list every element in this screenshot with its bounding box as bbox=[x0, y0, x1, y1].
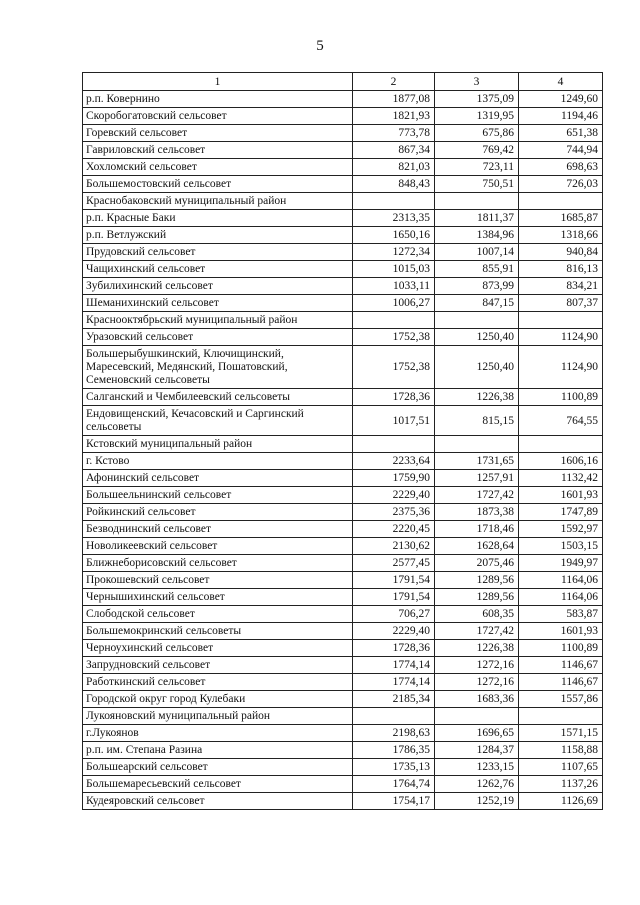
table-row bbox=[83, 538, 603, 555]
table-row bbox=[83, 589, 603, 606]
table-row bbox=[83, 261, 603, 278]
cell-value-3: 1628,64 bbox=[435, 538, 519, 555]
cell-name: Слободской сельсовет bbox=[83, 606, 353, 623]
cell-value-2: 1786,35 bbox=[353, 742, 435, 759]
cell-name: Прокошевский сельсовет bbox=[83, 572, 353, 589]
cell-value-2: 1754,17 bbox=[353, 793, 435, 810]
cell-value-2: 1791,54 bbox=[353, 572, 435, 589]
cell-value-3: 1226,38 bbox=[435, 640, 519, 657]
cell-value-4: 834,21 bbox=[519, 278, 603, 295]
cell-value-4: 1124,90 bbox=[519, 329, 603, 346]
cell-value-4: 1164,06 bbox=[519, 589, 603, 606]
table-row bbox=[83, 657, 603, 674]
column-header: 1 bbox=[83, 73, 353, 91]
cell-value-3: 847,15 bbox=[435, 295, 519, 312]
cell-value-3: 815,15 bbox=[435, 406, 519, 436]
cell-name: Городской округ город Кулебаки bbox=[83, 691, 353, 708]
table-row bbox=[83, 708, 603, 725]
cell-value-4: 1949,97 bbox=[519, 555, 603, 572]
cell-value-4: 1601,93 bbox=[519, 623, 603, 640]
cell-value-2: 821,03 bbox=[353, 159, 435, 176]
cell-value-4: 1685,87 bbox=[519, 210, 603, 227]
cell-value-2 bbox=[353, 708, 435, 725]
cell-value-4: 1592,97 bbox=[519, 521, 603, 538]
cell-value-2: 1752,38 bbox=[353, 346, 435, 389]
cell-value-3: 1250,40 bbox=[435, 329, 519, 346]
cell-name: Прудовский сельсовет bbox=[83, 244, 353, 261]
table-row bbox=[83, 674, 603, 691]
cell-name: Безводнинский сельсовет bbox=[83, 521, 353, 538]
cell-value-2: 2233,64 bbox=[353, 453, 435, 470]
cell-value-4 bbox=[519, 436, 603, 453]
cell-value-2: 2220,45 bbox=[353, 521, 435, 538]
cell-name: Краснооктябрьский муниципальный район bbox=[83, 312, 353, 329]
table-row bbox=[83, 389, 603, 406]
cell-value-2: 1791,54 bbox=[353, 589, 435, 606]
cell-value-3: 1375,09 bbox=[435, 91, 519, 108]
table-row bbox=[83, 176, 603, 193]
table-row bbox=[83, 691, 603, 708]
cell-name: Ближнеборисовский сельсовет bbox=[83, 555, 353, 572]
cell-name: Хохломский сельсовет bbox=[83, 159, 353, 176]
cell-value-2: 1033,11 bbox=[353, 278, 435, 295]
cell-value-3: 2075,46 bbox=[435, 555, 519, 572]
cell-value-2: 867,34 bbox=[353, 142, 435, 159]
cell-name: Салганский и Чембилеевский сельсоветы bbox=[83, 389, 353, 406]
cell-value-2: 1272,34 bbox=[353, 244, 435, 261]
cell-value-4: 1100,89 bbox=[519, 640, 603, 657]
cell-name: Лукояновский муниципальный район bbox=[83, 708, 353, 725]
cell-value-3: 1727,42 bbox=[435, 487, 519, 504]
cell-value-3: 675,86 bbox=[435, 125, 519, 142]
cell-value-2: 2185,34 bbox=[353, 691, 435, 708]
table-row bbox=[83, 470, 603, 487]
table-body bbox=[83, 91, 603, 810]
table-row bbox=[83, 329, 603, 346]
cell-name: Уразовский сельсовет bbox=[83, 329, 353, 346]
table-row bbox=[83, 244, 603, 261]
table-row bbox=[83, 193, 603, 210]
cell-value-2: 1650,16 bbox=[353, 227, 435, 244]
table-row bbox=[83, 227, 603, 244]
table-row bbox=[83, 521, 603, 538]
cell-value-4: 1124,90 bbox=[519, 346, 603, 389]
cell-value-2: 848,43 bbox=[353, 176, 435, 193]
cell-value-4 bbox=[519, 193, 603, 210]
cell-value-4: 1249,60 bbox=[519, 91, 603, 108]
cell-value-4: 1126,69 bbox=[519, 793, 603, 810]
cell-value-4: 583,87 bbox=[519, 606, 603, 623]
cell-name: Большеарский сельсовет bbox=[83, 759, 353, 776]
cell-value-2: 1728,36 bbox=[353, 640, 435, 657]
table-row bbox=[83, 436, 603, 453]
cell-value-2: 1764,74 bbox=[353, 776, 435, 793]
cell-value-3: 1284,37 bbox=[435, 742, 519, 759]
cell-value-3: 1272,16 bbox=[435, 674, 519, 691]
cell-value-2: 2577,45 bbox=[353, 555, 435, 572]
cell-value-3: 1272,16 bbox=[435, 657, 519, 674]
table-row bbox=[83, 504, 603, 521]
cell-value-4: 698,63 bbox=[519, 159, 603, 176]
table-row bbox=[83, 406, 603, 436]
cell-value-3: 1718,46 bbox=[435, 521, 519, 538]
cell-name: р.п. Ветлужский bbox=[83, 227, 353, 244]
cell-value-2 bbox=[353, 193, 435, 210]
cell-value-3: 1226,38 bbox=[435, 389, 519, 406]
cell-value-3: 1384,96 bbox=[435, 227, 519, 244]
cell-value-4: 651,38 bbox=[519, 125, 603, 142]
table-row bbox=[83, 759, 603, 776]
cell-value-4: 1318,66 bbox=[519, 227, 603, 244]
cell-value-2: 1006,27 bbox=[353, 295, 435, 312]
cell-value-2: 1774,14 bbox=[353, 674, 435, 691]
data-table bbox=[82, 72, 603, 810]
cell-value-3 bbox=[435, 708, 519, 725]
cell-value-4: 1503,15 bbox=[519, 538, 603, 555]
cell-value-2: 2229,40 bbox=[353, 487, 435, 504]
table-row bbox=[83, 108, 603, 125]
cell-value-3: 1252,19 bbox=[435, 793, 519, 810]
cell-value-4: 1146,67 bbox=[519, 657, 603, 674]
cell-name: Большерыбушкинский, Ключищинский, Маресевский, Медянский, Пошатовский, Семеновский сельсоветы bbox=[83, 346, 353, 389]
table-row bbox=[83, 776, 603, 793]
cell-value-2: 2229,40 bbox=[353, 623, 435, 640]
cell-name: Афонинский сельсовет bbox=[83, 470, 353, 487]
cell-value-4: 1606,16 bbox=[519, 453, 603, 470]
cell-value-4: 744,94 bbox=[519, 142, 603, 159]
table-row bbox=[83, 295, 603, 312]
cell-value-2: 1728,36 bbox=[353, 389, 435, 406]
cell-value-3: 1262,76 bbox=[435, 776, 519, 793]
cell-value-3: 1289,56 bbox=[435, 572, 519, 589]
cell-name: Горевский сельсовет bbox=[83, 125, 353, 142]
cell-value-4: 1747,89 bbox=[519, 504, 603, 521]
table-row bbox=[83, 210, 603, 227]
cell-value-4: 1107,65 bbox=[519, 759, 603, 776]
cell-value-3: 1250,40 bbox=[435, 346, 519, 389]
cell-name: Шеманихинский сельсовет bbox=[83, 295, 353, 312]
cell-value-3: 1727,42 bbox=[435, 623, 519, 640]
cell-value-3: 873,99 bbox=[435, 278, 519, 295]
cell-name: р.п. Ковернино bbox=[83, 91, 353, 108]
cell-value-4: 1158,88 bbox=[519, 742, 603, 759]
cell-name: Большемокринский сельсоветы bbox=[83, 623, 353, 640]
cell-value-3: 1007,14 bbox=[435, 244, 519, 261]
cell-name: Краснобаковский муниципальный район bbox=[83, 193, 353, 210]
cell-value-2: 1877,08 bbox=[353, 91, 435, 108]
cell-value-4: 816,13 bbox=[519, 261, 603, 278]
cell-value-3: 1696,65 bbox=[435, 725, 519, 742]
column-header: 3 bbox=[435, 73, 519, 91]
cell-name: г.Лукоянов bbox=[83, 725, 353, 742]
cell-value-4: 1601,93 bbox=[519, 487, 603, 504]
table-row bbox=[83, 159, 603, 176]
table-row bbox=[83, 793, 603, 810]
cell-value-3: 1233,15 bbox=[435, 759, 519, 776]
cell-value-2: 1759,90 bbox=[353, 470, 435, 487]
cell-name: Кстовский муниципальный район bbox=[83, 436, 353, 453]
cell-name: г. Кстово bbox=[83, 453, 353, 470]
cell-value-3: 1289,56 bbox=[435, 589, 519, 606]
cell-name: Чернышихинский сельсовет bbox=[83, 589, 353, 606]
table-row bbox=[83, 487, 603, 504]
table-header-row bbox=[83, 73, 603, 91]
cell-value-2: 1017,51 bbox=[353, 406, 435, 436]
cell-value-4: 1557,86 bbox=[519, 691, 603, 708]
cell-value-4: 1137,26 bbox=[519, 776, 603, 793]
cell-value-3: 750,51 bbox=[435, 176, 519, 193]
table-row bbox=[83, 640, 603, 657]
cell-value-3: 769,42 bbox=[435, 142, 519, 159]
cell-name: Большемаресьевский сельсовет bbox=[83, 776, 353, 793]
cell-value-2: 2313,35 bbox=[353, 210, 435, 227]
cell-name: Большемостовский сельсовет bbox=[83, 176, 353, 193]
cell-value-2: 1821,93 bbox=[353, 108, 435, 125]
cell-value-3: 1683,36 bbox=[435, 691, 519, 708]
cell-value-2: 2375,36 bbox=[353, 504, 435, 521]
cell-value-3 bbox=[435, 193, 519, 210]
table-row bbox=[83, 312, 603, 329]
cell-name: Зубилихинский сельсовет bbox=[83, 278, 353, 295]
cell-value-4 bbox=[519, 312, 603, 329]
cell-value-3: 1873,38 bbox=[435, 504, 519, 521]
cell-value-4: 1146,67 bbox=[519, 674, 603, 691]
cell-name: Чащихинский сельсовет bbox=[83, 261, 353, 278]
cell-value-2: 2130,62 bbox=[353, 538, 435, 555]
cell-value-2: 1015,03 bbox=[353, 261, 435, 278]
cell-name: Гавриловский сельсовет bbox=[83, 142, 353, 159]
table-row bbox=[83, 742, 603, 759]
table-row bbox=[83, 572, 603, 589]
cell-value-2: 2198,63 bbox=[353, 725, 435, 742]
column-header: 2 bbox=[353, 73, 435, 91]
cell-name: Ройкинский сельсовет bbox=[83, 504, 353, 521]
cell-value-4: 1571,15 bbox=[519, 725, 603, 742]
cell-value-3 bbox=[435, 312, 519, 329]
cell-value-2: 1774,14 bbox=[353, 657, 435, 674]
cell-name: Новоликеевский сельсовет bbox=[83, 538, 353, 555]
cell-value-2 bbox=[353, 436, 435, 453]
cell-name: Скоробогатовский сельсовет bbox=[83, 108, 353, 125]
column-header: 4 bbox=[519, 73, 603, 91]
cell-value-2 bbox=[353, 312, 435, 329]
cell-value-3: 608,35 bbox=[435, 606, 519, 623]
cell-value-3: 723,11 bbox=[435, 159, 519, 176]
cell-value-3: 1319,95 bbox=[435, 108, 519, 125]
cell-name: Ендовищенский, Кечасовский и Саргинский сельсоветы bbox=[83, 406, 353, 436]
table-row bbox=[83, 453, 603, 470]
cell-name: Запрудновский сельсовет bbox=[83, 657, 353, 674]
cell-value-4: 764,55 bbox=[519, 406, 603, 436]
cell-value-2: 706,27 bbox=[353, 606, 435, 623]
table-row bbox=[83, 606, 603, 623]
cell-value-4: 1194,46 bbox=[519, 108, 603, 125]
cell-value-4 bbox=[519, 708, 603, 725]
cell-value-2: 773,78 bbox=[353, 125, 435, 142]
cell-name: Кудеяровский сельсовет bbox=[83, 793, 353, 810]
table-row bbox=[83, 142, 603, 159]
cell-name: Большеельнинский сельсовет bbox=[83, 487, 353, 504]
cell-value-3 bbox=[435, 436, 519, 453]
table-row bbox=[83, 278, 603, 295]
cell-value-4: 1132,42 bbox=[519, 470, 603, 487]
cell-value-4: 1164,06 bbox=[519, 572, 603, 589]
page-number: 5 bbox=[316, 38, 324, 54]
table-row bbox=[83, 125, 603, 142]
table-row bbox=[83, 555, 603, 572]
table-row bbox=[83, 346, 603, 389]
cell-value-4: 726,03 bbox=[519, 176, 603, 193]
cell-name: р.п. им. Степана Разина bbox=[83, 742, 353, 759]
table-row bbox=[83, 91, 603, 108]
cell-value-2: 1735,13 bbox=[353, 759, 435, 776]
cell-name: р.п. Красные Баки bbox=[83, 210, 353, 227]
table-row bbox=[83, 623, 603, 640]
cell-name: Работкинский сельсовет bbox=[83, 674, 353, 691]
table-row bbox=[83, 725, 603, 742]
cell-name: Черноухинский сельсовет bbox=[83, 640, 353, 657]
cell-value-4: 1100,89 bbox=[519, 389, 603, 406]
cell-value-2: 1752,38 bbox=[353, 329, 435, 346]
cell-value-3: 1257,91 bbox=[435, 470, 519, 487]
cell-value-3: 1811,37 bbox=[435, 210, 519, 227]
cell-value-4: 807,37 bbox=[519, 295, 603, 312]
cell-value-3: 855,91 bbox=[435, 261, 519, 278]
cell-value-3: 1731,65 bbox=[435, 453, 519, 470]
cell-value-4: 940,84 bbox=[519, 244, 603, 261]
